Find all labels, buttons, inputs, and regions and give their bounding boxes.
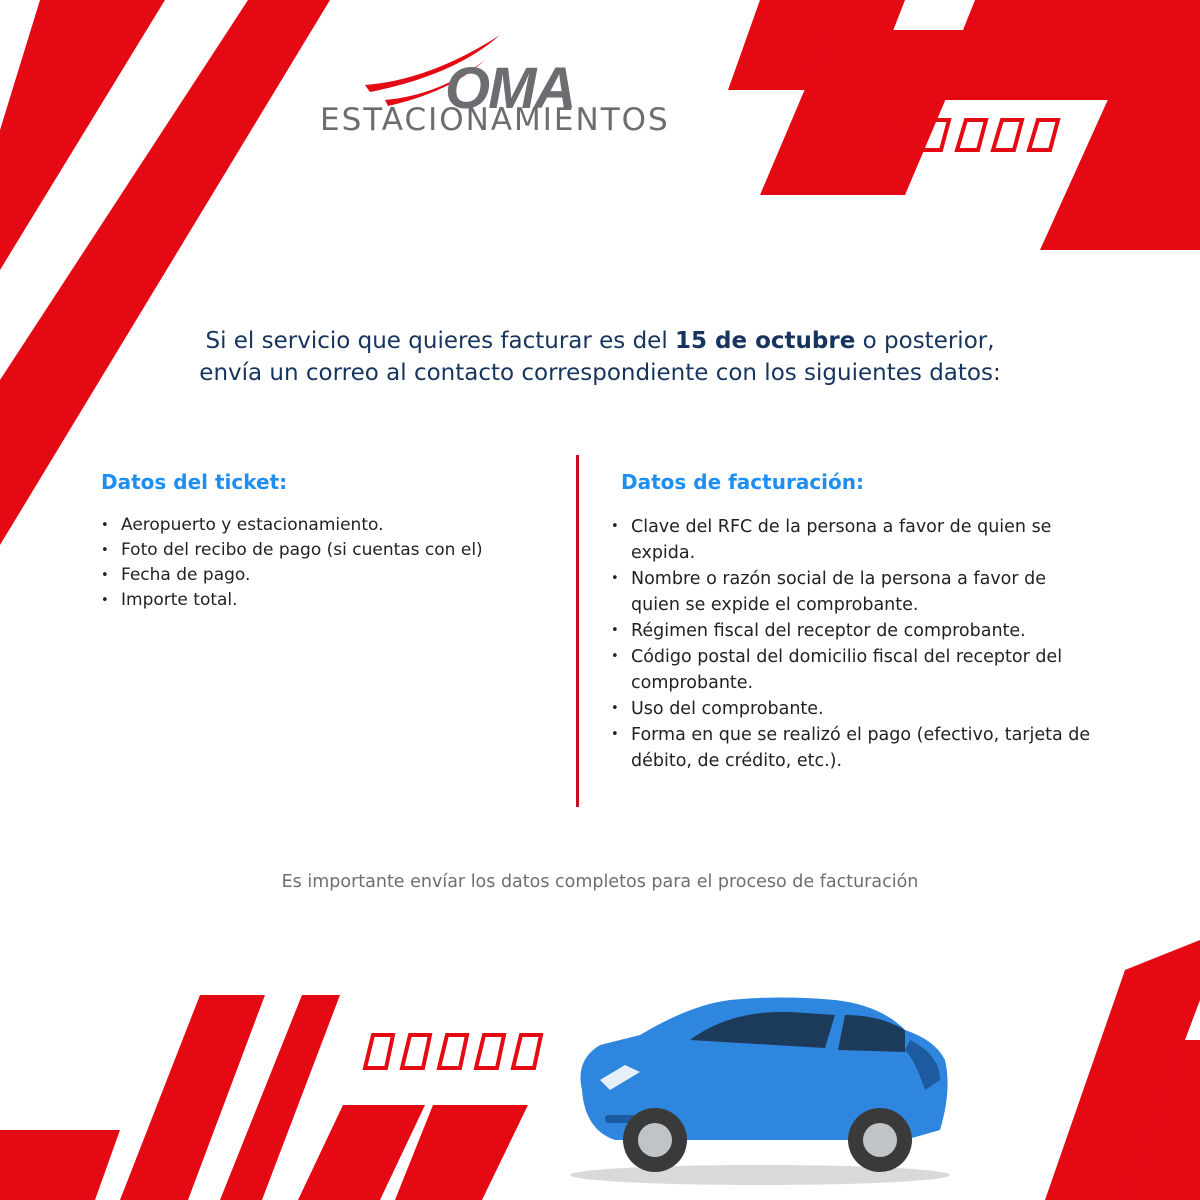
list-item: • Forma en que se realizó el pago (efectivo, tarjeta de débito, de crédito, etc.). [611,722,1091,774]
billing-title: Datos de facturación: [621,470,865,494]
logo-subtitle: ESTACIONAMIENTOS [320,102,670,138]
billing-section [611,468,1091,774]
headline-line-1 [0,325,1200,357]
list-item: • Código postal del domicilio fiscal del receptor del comprobante. [611,644,1091,696]
list-item: • Foto del recibo de pago (si cuentas con el) [101,538,571,563]
ticket-section [101,468,571,613]
headline-highlight: 15 de octubre [675,328,856,354]
list-item: • Régimen fiscal del receptor de comprobante. [611,618,1091,644]
list-item: • Nombre o razón social de la persona a favor de quien se expide el comprobante. [611,566,1091,618]
oma-logo [320,30,680,150]
headline-part2: o posterior, [855,328,995,354]
list-item: • Aeropuerto y estacionamiento. [101,513,571,538]
headline-line-2: envía un correo al contacto correspondiente con los siguientes datos: [199,360,1001,386]
ticket-list [101,513,571,613]
ticket-title: Datos del ticket: [101,470,288,494]
column-divider [576,455,579,807]
billing-list [611,514,1091,774]
footer-note: Es importante envíar los datos completos para el proceso de facturación [281,872,919,892]
headline [0,325,1200,389]
list-item: • Importe total. [101,588,571,613]
list-item: • Uso del comprobante. [611,696,1091,722]
list-item: • Clave del RFC de la persona a favor de quien se expida. [611,514,1091,566]
list-item: • Fecha de pago. [101,563,571,588]
logo-text: OMA [445,56,575,121]
headline-part1: Si el servicio que quieres facturar es del [205,328,676,354]
